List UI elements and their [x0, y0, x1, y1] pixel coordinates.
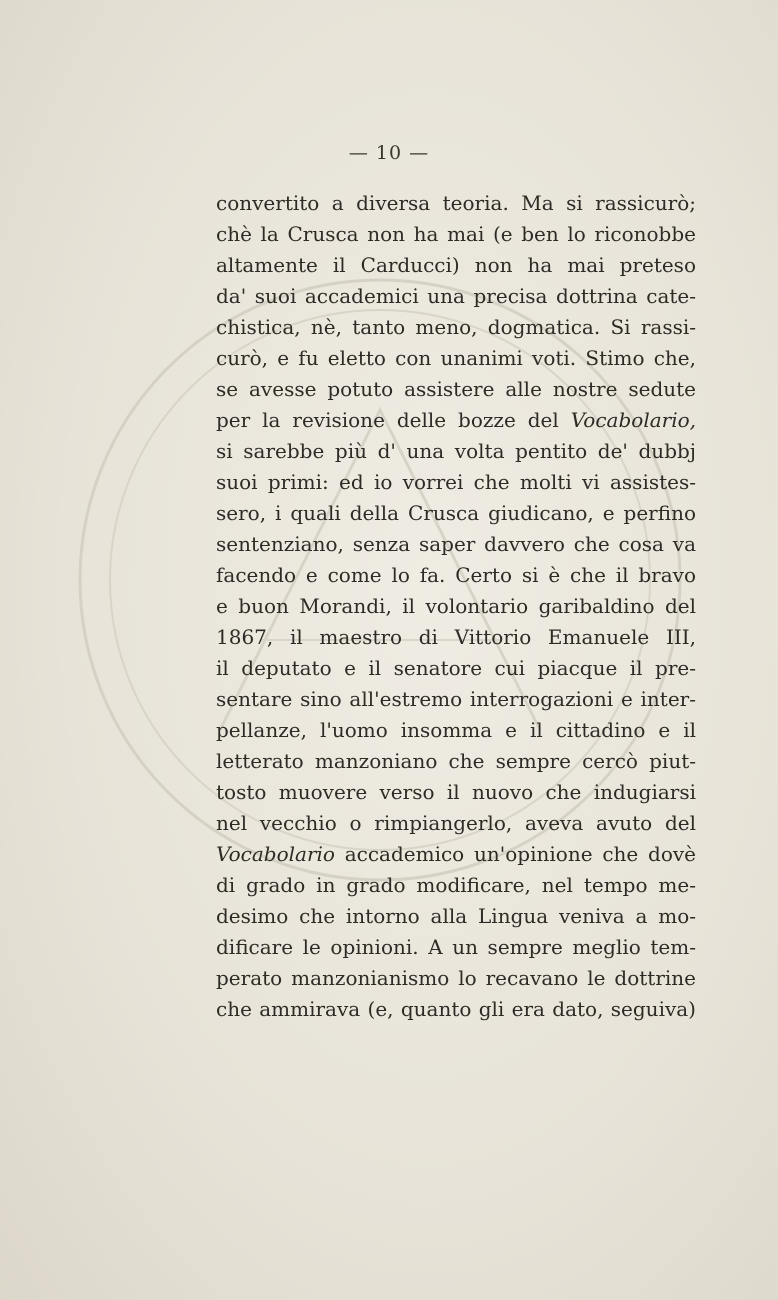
- text-line: nel vecchio o rimpiangerlo, aveva avuto del: [216, 811, 696, 835]
- text-line: suoi primi: ed io vorrei che molti vi assistes-: [216, 470, 696, 494]
- text-line: di grado in grado modificare, nel tempo me-: [216, 873, 696, 897]
- text-line: per la revisione delle bozze del Vocabolario,: [216, 408, 696, 432]
- text-line: convertito a diversa teoria. Ma si rassicurò;: [216, 191, 696, 215]
- text-line: perato manzonianismo lo recavano le dottrine: [216, 966, 696, 990]
- text-line: sero, i quali della Crusca giudicano, e perfino: [216, 501, 696, 525]
- text-line: facendo e come lo fa. Certo si è che il bravo: [216, 563, 696, 587]
- text-line: desimo che intorno alla Lingua veniva a mo-: [216, 904, 696, 928]
- text-line: e buon Morandi, il volontario garibaldino del: [216, 594, 696, 618]
- body-text: [216, 188, 696, 1025]
- text-line: chè la Crusca non ha mai (e ben lo riconobbe: [216, 222, 696, 246]
- text-line: sentenziano, senza saper davvero che cosa va: [216, 532, 696, 556]
- italic-title: Vocabolario: [216, 842, 335, 866]
- text-line: che ammirava (e, quanto gli era dato, seguiva): [216, 997, 696, 1021]
- text-line: si sarebbe più d' una volta pentito de' dubbj: [216, 439, 696, 463]
- text-line: chistica, nè, tanto meno, dogmatica. Si rassi-: [216, 315, 696, 339]
- text-line: da' suoi accademici una precisa dottrina cate-: [216, 284, 696, 308]
- text-line: tosto muovere verso il nuovo che indugiarsi: [216, 780, 696, 804]
- text-line: il deputato e il senatore cui piacque il pre-: [216, 656, 696, 680]
- page-number: — 10 —: [348, 142, 430, 164]
- italic-title: Vocabolario,: [570, 408, 696, 432]
- text-line: dificare le opinioni. A un sempre meglio tem-: [216, 935, 696, 959]
- text-line: letterato manzoniano che sempre cercò piut-: [216, 749, 696, 773]
- text-line: altamente il Carducci) non ha mai preteso: [216, 253, 696, 277]
- text-line: sentare sino all'estremo interrogazioni e inter-: [216, 687, 696, 711]
- text-line: Vocabolario accademico un'opinione che dovè: [216, 842, 696, 866]
- text-line: se avesse potuto assistere alle nostre sedute: [216, 377, 696, 401]
- text-line: 1867, il maestro di Vittorio Emanuele III,: [216, 625, 696, 649]
- text-line: curò, e fu eletto con unanimi voti. Stimo che,: [216, 346, 696, 370]
- text-line: pellanze, l'uomo insomma e il cittadino e il: [216, 718, 696, 742]
